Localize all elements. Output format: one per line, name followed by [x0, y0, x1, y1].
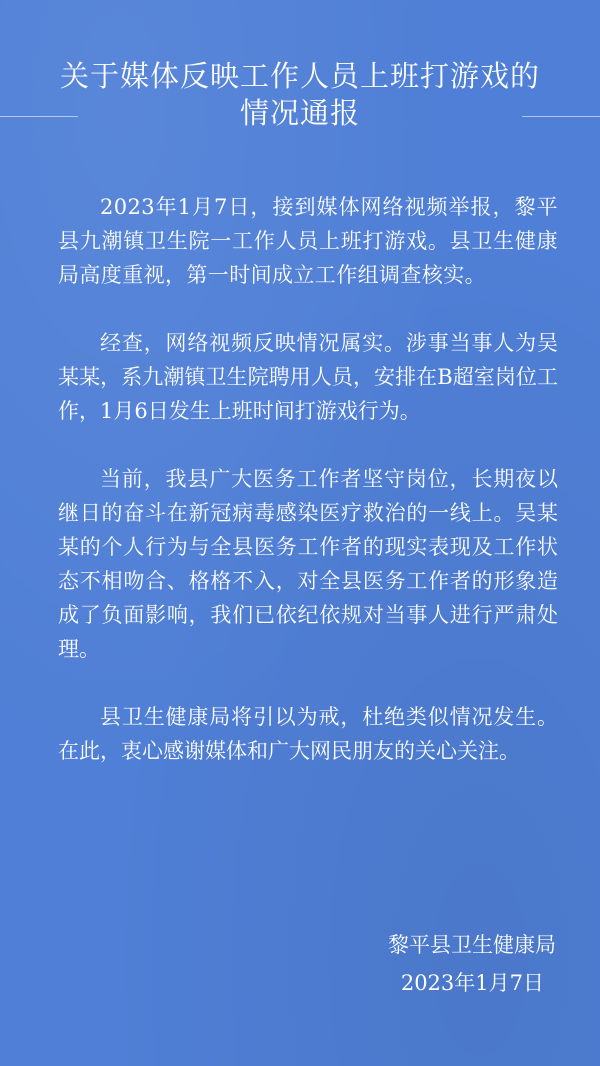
paragraph-closing: 县卫生健康局将引以为戒，杜绝类似情况发生。在此，衷心感谢媒体和广大网民朋友的关心关注。 [58, 705, 558, 763]
notice-title [0, 58, 600, 132]
signature-block [388, 926, 556, 1002]
title-line-1: 关于媒体反映工作人员上班打游戏的 [59, 59, 540, 93]
notice-body [58, 190, 558, 802]
paragraph-findings: 经查，网络视频反映情况属实。涉事当事人为吴某某，系九潮镇卫生院聘用人员，安排在B超室岗位工作，1月6日发生上班时间打游戏行为。 [58, 331, 558, 423]
signature-date: 2023年1月7日 [400, 971, 544, 995]
title-line-2: 情况通报 [239, 96, 360, 130]
paragraph-handling: 当前，我县广大医务工作者坚守岗位，长期夜以继日的奋斗在新冠病毒感染医疗救治的一线上。吴某某的个人行为与全县医务工作者的现实表现及工作状态不相吻合、格格不入，对全县医务工作者的形象造成了负面影响，我们已依纪依规对当事人进行严肃处理。 [58, 467, 558, 661]
signature-org: 黎平县卫生健康局 [388, 933, 556, 957]
paragraph-report: 2023年1月7日，接到媒体网络视频举报，黎平县九潮镇卫生院一工作人员上班打游戏。县卫生健康局高度重视，第一时间成立工作组调查核实。 [58, 195, 558, 287]
